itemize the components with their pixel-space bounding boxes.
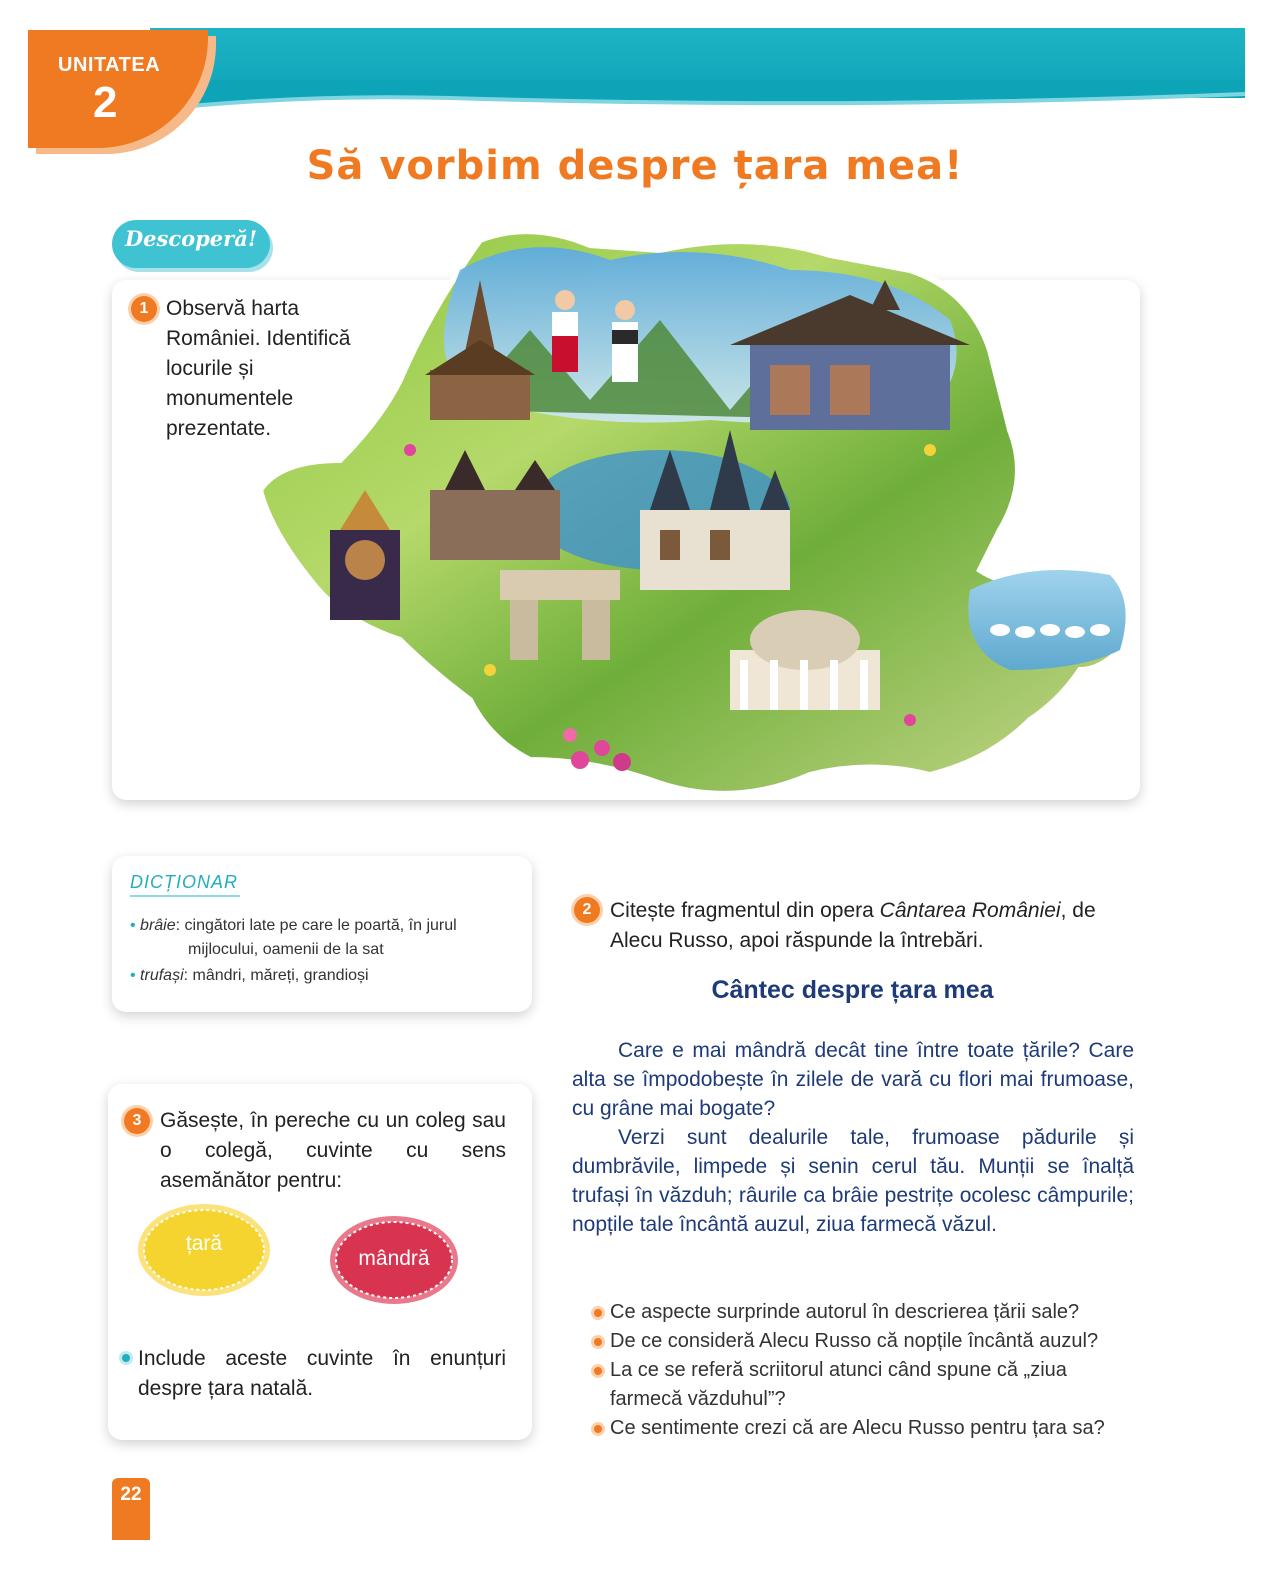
discover-badge-label: Descoperă! [124,226,258,251]
bullet-icon [594,1425,602,1433]
dictionary-definition: : mândri, măreți, grandioși [183,967,369,984]
task3-number: 3 [124,1108,150,1134]
task2-text-before: Citește fragmentul din opera [610,899,880,922]
song-title: Cântec despre țara mea [711,976,994,1004]
question-text: Ce aspecte surprinde autorul în descrierea țării sale? [610,1301,1080,1323]
bullet-icon [594,1338,602,1346]
task3-text: Găsește, în pereche cu un coleg sau o colegă, cuvinte cu sens asemănător pentru: [160,1109,506,1192]
question-item [592,1356,1135,1414]
bullet-icon [122,1354,130,1362]
task1-text: Observă harta României. Identifică locurile și monumentele prezentate. [166,297,351,440]
question-item [592,1298,1135,1327]
task3-subtask: Include aceste cuvinte în enunțuri despre țara natală. [138,1347,506,1400]
question-item [592,1414,1135,1443]
question-item [592,1327,1135,1356]
page-title: Să vorbim despre țara mea! [306,143,964,189]
task2-text [610,896,1135,956]
dictionary-definition: : cingători late pe care le poartă, în jurul [175,917,457,934]
question-text: De ce consideră Alecu Russo că nopțile încântă auzul? [610,1330,1099,1352]
dictionary-term: trufași [140,967,184,984]
question-text: La ce se referă scriitorul atunci când spune că „ziua farmecă văzduhul”? [610,1359,1067,1410]
bullet-icon: • [130,917,141,934]
dictionary-term: brâie [140,917,176,934]
poem-paragraph: Verzi sunt dealurile tale, frumoase pădurile și dumbrăvile, limpede și senin cerul tău. Munții se înalță trufași în văzduh; râurile ca brâie pestrițe ocolesc câmpurile; nopțile tale încântă auzul, ziua farmecă văzul. [572,1126,1134,1236]
dictionary-entry [130,914,522,962]
bullet-icon [594,1367,602,1375]
task2-work-title: Cântarea României [879,899,1061,922]
page-number: 22 [120,1484,142,1505]
task2-number: 2 [574,897,600,923]
dictionary-entry [130,964,522,988]
word-mandra: mândră [358,1247,430,1270]
unit-badge [28,30,208,148]
task1-number: 1 [131,296,157,322]
bullet-icon [594,1309,602,1317]
dictionary-title: DICȚIONAR [130,872,238,892]
poem-paragraph: Care e mai mândră decât tine între toate țările? Care alta se împodobește în zilele de vară cu flori mai frumoase, cu grâne mai bogate? [572,1039,1134,1120]
unit-label: UNITATEA [58,54,161,76]
questions-list [592,1298,1135,1443]
question-text: Ce sentimente crezi că are Alecu Russo pentru țara sa? [610,1417,1105,1439]
poem-fragment [572,1036,1134,1239]
bullet-icon: • [130,967,141,984]
unit-number: 2 [93,78,118,127]
dictionary-definition-continued: mijlocului, oamenii de la sat [188,941,384,958]
task2-text-after: , de Alecu Russo, apoi răspunde la întrebări. [610,899,1096,952]
word-tara: țară [185,1232,223,1255]
header-wave [150,80,1245,120]
danube-delta-icon [968,570,1125,670]
dictionary-title-underline [130,895,240,897]
